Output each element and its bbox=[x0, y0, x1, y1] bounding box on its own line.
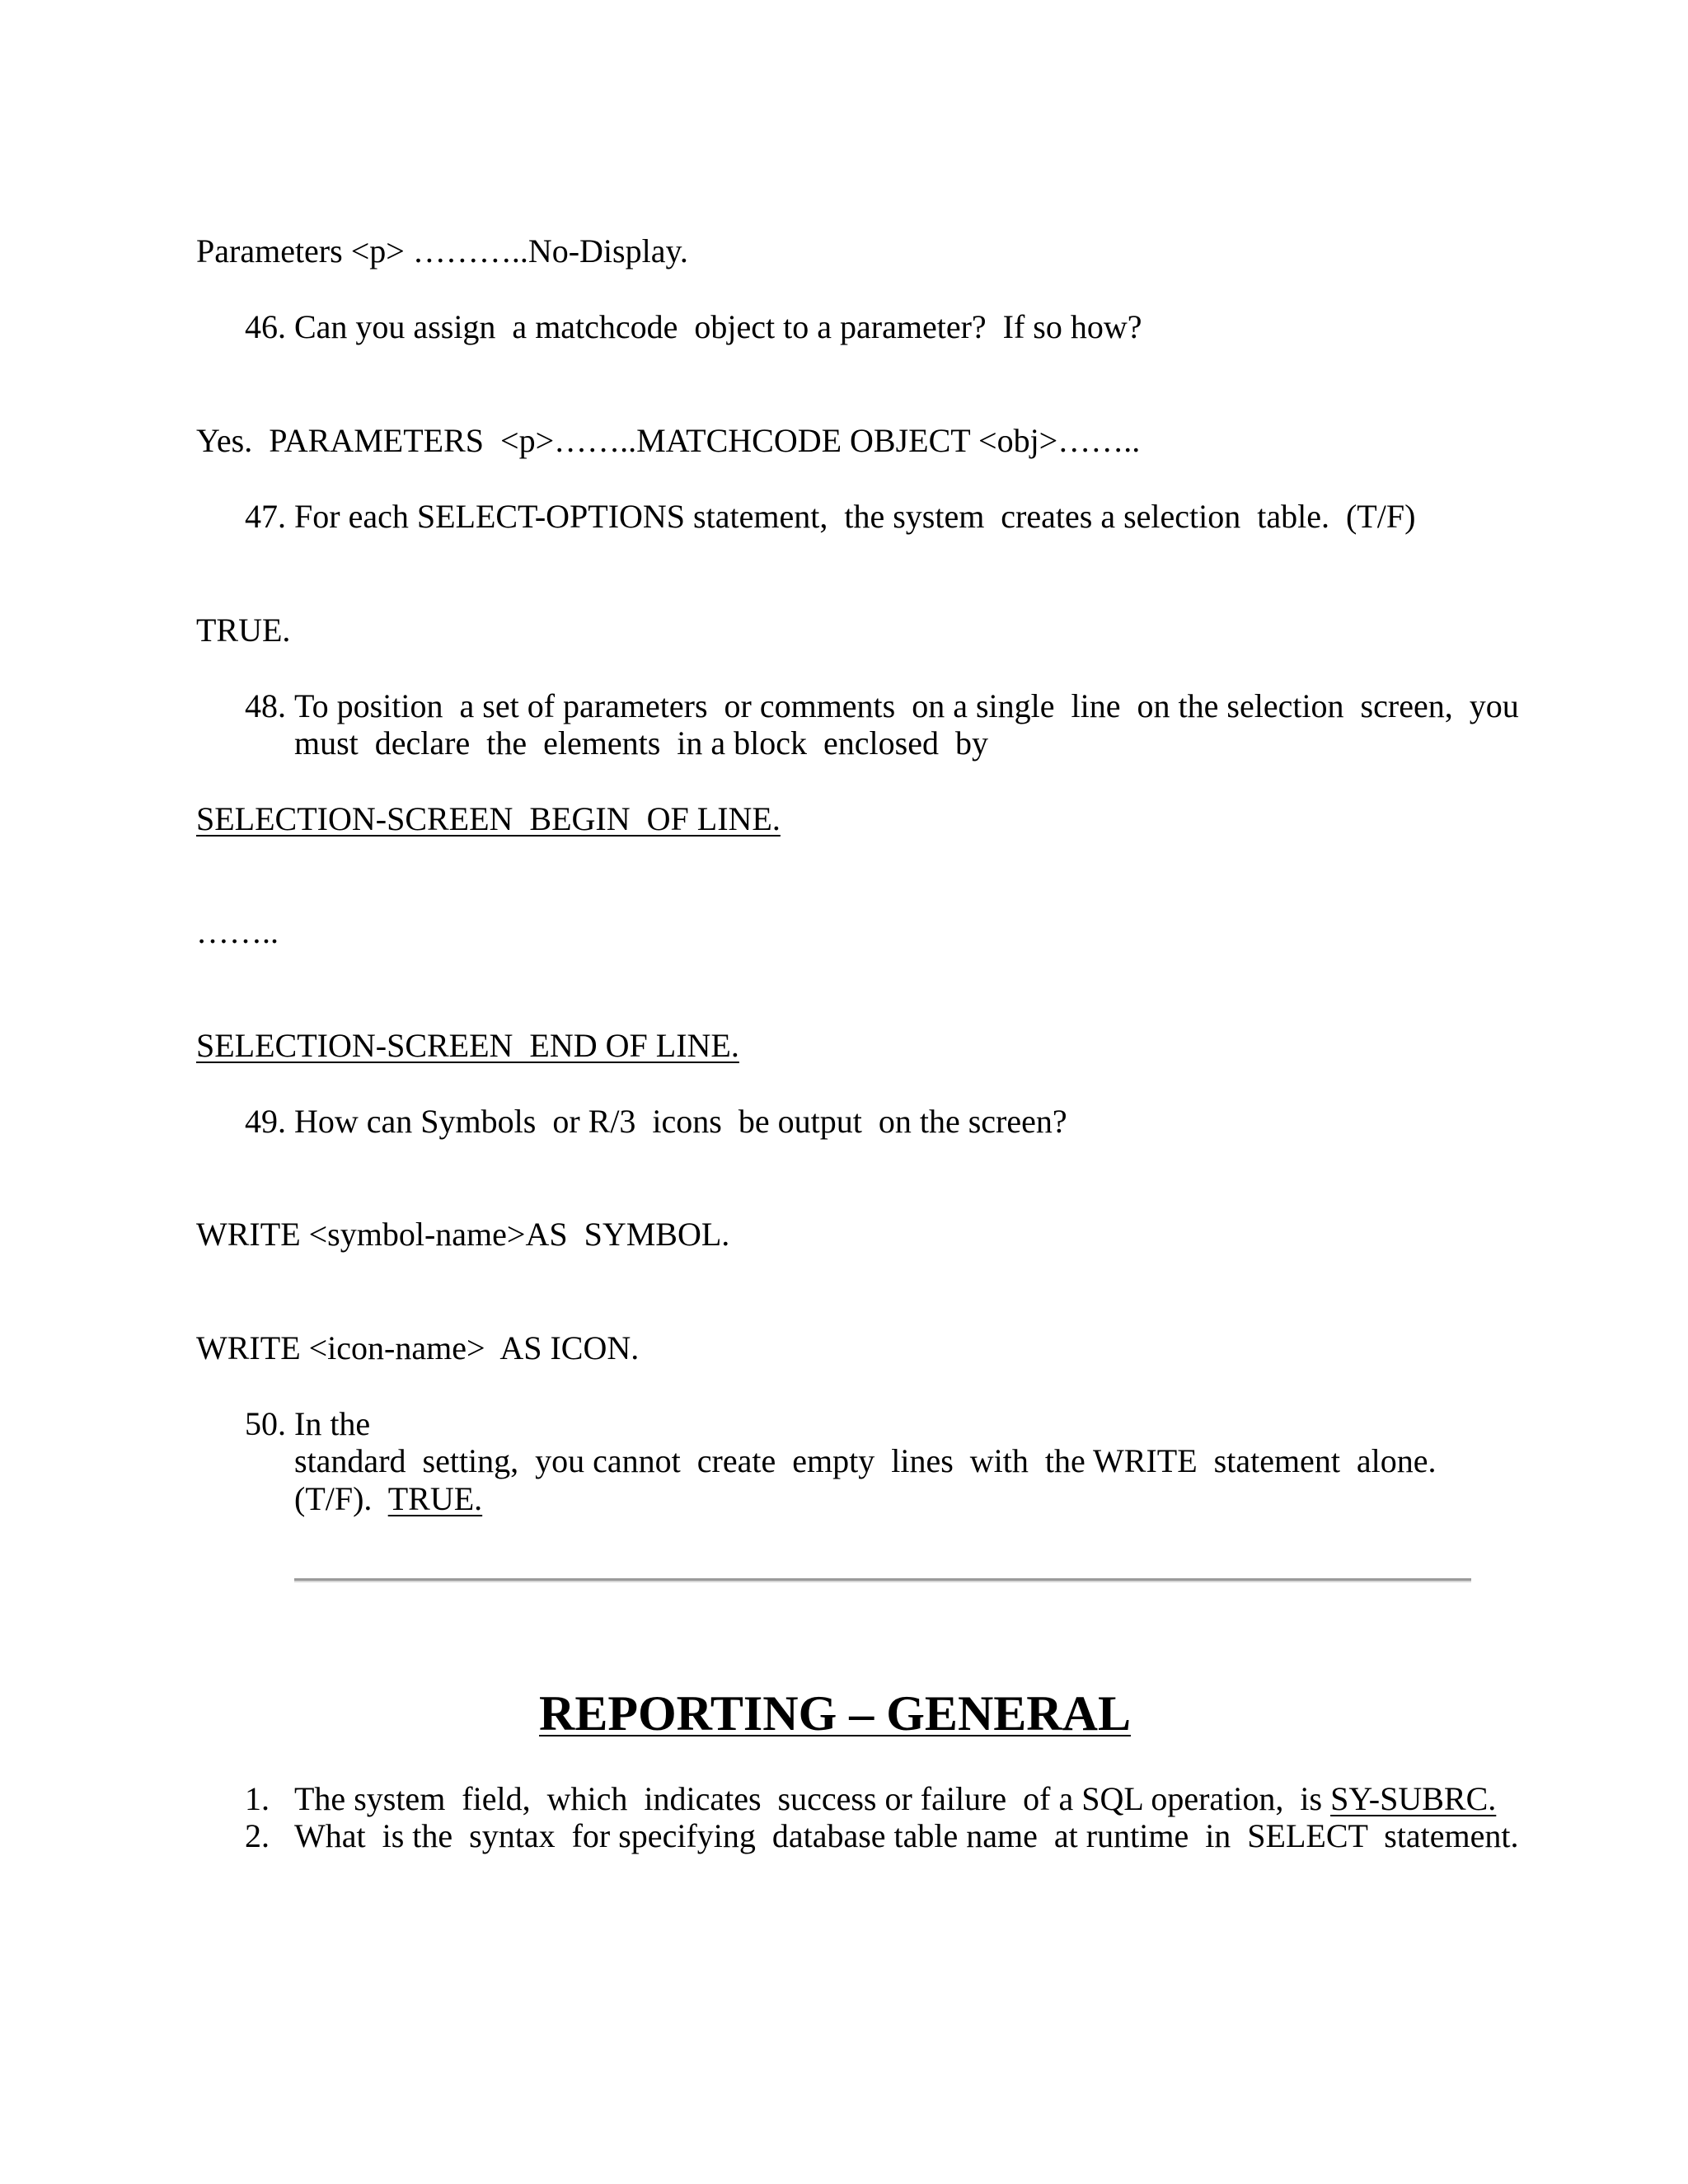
question-text-line-1: In the bbox=[294, 1405, 371, 1442]
answer-50: TRUE. bbox=[387, 1480, 483, 1517]
question-text-line-2: standard setting, you cannot create empty lines with the WRITE statement alone. bbox=[294, 1442, 1437, 1479]
question-number: 48. bbox=[245, 687, 286, 724]
item-answer: SY-SUBRC. bbox=[1330, 1780, 1497, 1817]
question-text: How can Symbols or R/3 icons be output on the screen? bbox=[294, 1103, 1067, 1140]
horizontal-divider bbox=[294, 1578, 1471, 1582]
item-number: 1. bbox=[245, 1780, 270, 1817]
question-number: 46. bbox=[245, 308, 286, 345]
answer-46: Yes. PARAMETERS <p>……..MATCHCODE OBJECT <obj>…….. bbox=[196, 422, 1141, 459]
question-text: Can you assign a matchcode object to a parameter? If so how? bbox=[294, 308, 1142, 345]
question-number: 47. bbox=[245, 498, 286, 535]
question-text-line-1: To position a set of parameters or comments on a single line on the selection screen, you bbox=[294, 687, 1519, 724]
answer-49-icon: WRITE <icon-name> AS ICON. bbox=[196, 1329, 640, 1366]
answer-48-begin-line: SELECTION-SCREEN BEGIN OF LINE. bbox=[196, 800, 781, 837]
tf-label: (T/F). bbox=[294, 1480, 388, 1517]
answer-48-ellipsis: …….. bbox=[196, 913, 279, 950]
parameters-no-display-line: Parameters <p> ………..No-Display. bbox=[196, 232, 688, 269]
item-question: The system field, which indicates success or failure of a SQL operation, is bbox=[294, 1780, 1331, 1817]
item-text bbox=[294, 1779, 1496, 1819]
question-text: For each SELECT-OPTIONS statement, the system creates a selection table. (T/F) bbox=[294, 498, 1416, 535]
answer-47: TRUE. bbox=[196, 612, 291, 649]
section-heading-text: REPORTING – GENERAL bbox=[539, 1686, 1131, 1741]
answer-49-symbol: WRITE <symbol-name>AS SYMBOL. bbox=[196, 1216, 730, 1253]
question-number: 50. bbox=[245, 1405, 286, 1442]
question-text-line-2: must declare the elements in a block enclosed by bbox=[294, 724, 988, 762]
section-heading bbox=[0, 1684, 1670, 1743]
question-text-line-3 bbox=[294, 1479, 482, 1519]
answer-48-end-line: SELECTION-SCREEN END OF LINE. bbox=[196, 1027, 739, 1064]
item-number: 2. bbox=[245, 1817, 270, 1854]
item-text: What is the syntax for specifying database table name at runtime in SELECT statement. bbox=[294, 1817, 1519, 1854]
question-number: 49. bbox=[245, 1103, 286, 1140]
